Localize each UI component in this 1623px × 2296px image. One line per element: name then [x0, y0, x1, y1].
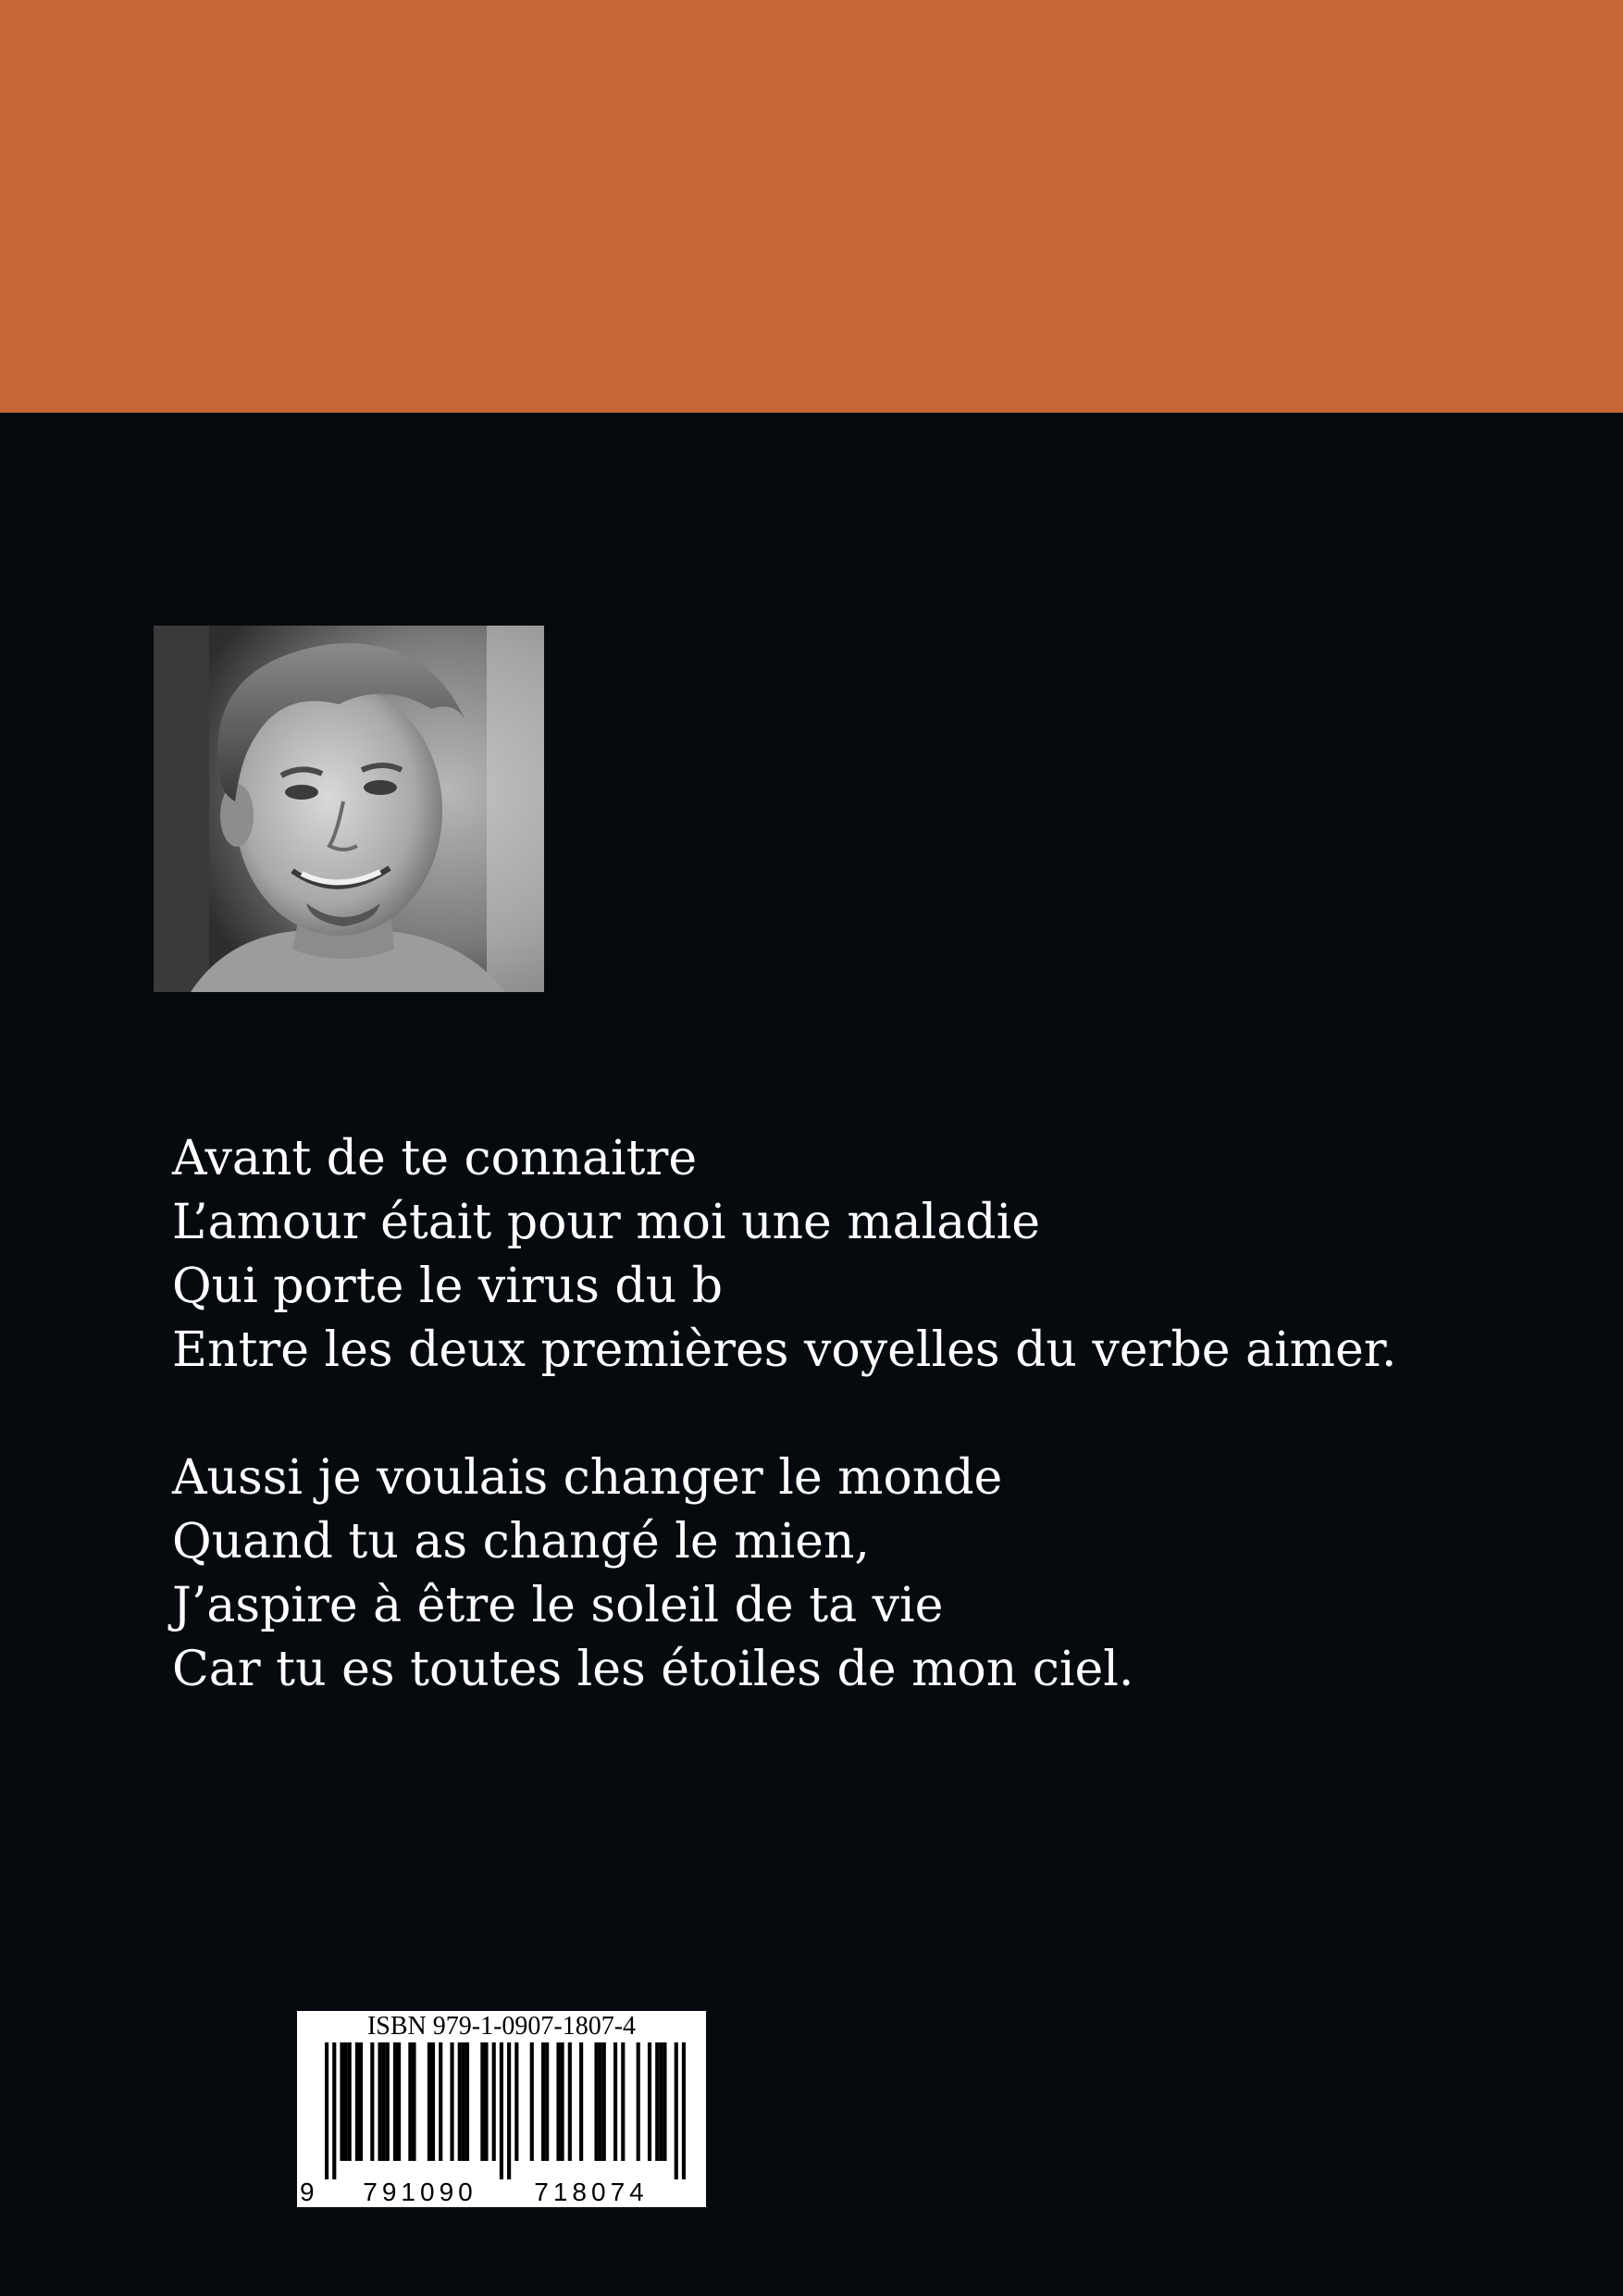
barcode-bar: [568, 2042, 572, 2161]
poem-stanza-1: [172, 1127, 1468, 1383]
barcode-bar: [484, 2042, 488, 2161]
barcode-bar: [382, 2042, 386, 2161]
barcode-bar: [370, 2042, 374, 2161]
barcode-bar: [458, 2042, 462, 2161]
barcode-bar: [613, 2042, 617, 2161]
barcode-bar: [378, 2042, 381, 2161]
barcode-bar: [450, 2042, 453, 2161]
barcode-bar: [427, 2042, 431, 2161]
poem-line: Aussi je voulais changer le monde: [172, 1450, 1003, 1506]
barcode-bar: [332, 2042, 336, 2179]
poem-line: J’aspire à être le soleil de ta vie: [172, 1578, 944, 1633]
orange-top-band: [0, 0, 1623, 413]
barcode-bar: [602, 2042, 606, 2161]
barcode-bar: [675, 2042, 678, 2179]
barcode-bar: [500, 2042, 503, 2179]
poem-line: Quand tu as changé le mien,: [172, 1514, 870, 1570]
barcode-bar: [541, 2042, 545, 2161]
barcode-bar: [599, 2042, 602, 2161]
isbn-barcode: [297, 2011, 706, 2207]
barcode-bar: [393, 2042, 397, 2161]
barcode-bar: [545, 2042, 549, 2161]
barcode-bar: [408, 2042, 412, 2161]
barcode-bar: [431, 2042, 435, 2161]
barcode-bar: [682, 2042, 686, 2179]
barcode-bar: [621, 2042, 625, 2161]
poem-line: Avant de te connaitre: [172, 1131, 698, 1186]
barcode-bar: [663, 2042, 666, 2161]
barcode-bar: [561, 2042, 564, 2161]
barcode-bar: [659, 2042, 663, 2161]
author-portrait-icon: [154, 626, 544, 992]
barcode-bar: [492, 2042, 496, 2161]
poem: [172, 1127, 1468, 1702]
barcode-bar: [655, 2042, 659, 2161]
barcode-bar: [348, 2042, 352, 2161]
poem-line: L’amour était pour moi une maladie: [172, 1195, 1040, 1250]
barcode-bar: [386, 2042, 390, 2161]
isbn-label: ISBN 979-1-0907-1807-4: [366, 2012, 637, 2041]
barcode-bar: [325, 2042, 328, 2179]
barcode-bar: [355, 2042, 359, 2161]
barcode-bar: [594, 2042, 598, 2161]
barcode-bar: [465, 2042, 469, 2161]
barcode-bar: [439, 2042, 442, 2161]
barcode-bar: [397, 2042, 401, 2161]
ean-first-digit: 9: [300, 2178, 315, 2206]
barcode-bar: [514, 2042, 518, 2161]
poem-line: Entre les deux premières voyelles du verbe aimer.: [172, 1322, 1397, 1378]
barcode-bar: [579, 2042, 583, 2161]
poem-stanza-2: [172, 1446, 1468, 1702]
barcode-bar: [344, 2042, 348, 2161]
poem-line: Car tu es toutes les étoiles de mon ciel.: [172, 1642, 1134, 1697]
barcode-bar: [359, 2042, 363, 2161]
barcode-bar: [412, 2042, 415, 2161]
barcode-bar: [556, 2042, 560, 2161]
ean-right-digits: 718074: [512, 2178, 671, 2207]
ean-left-digits: 791090: [341, 2178, 499, 2207]
barcode-bar: [648, 2042, 651, 2161]
barcode-bar: [340, 2042, 343, 2161]
poem-line: Qui porte le virus du b: [172, 1259, 724, 1314]
barcode-bar: [480, 2042, 484, 2161]
barcode-bars-icon: [325, 2042, 686, 2179]
barcode-bar: [530, 2042, 534, 2161]
ean-digits: [297, 2178, 706, 2207]
barcode-bar: [637, 2042, 640, 2161]
barcode-bar: [462, 2042, 465, 2161]
barcode-bar: [507, 2042, 511, 2179]
author-photo: [154, 626, 544, 992]
